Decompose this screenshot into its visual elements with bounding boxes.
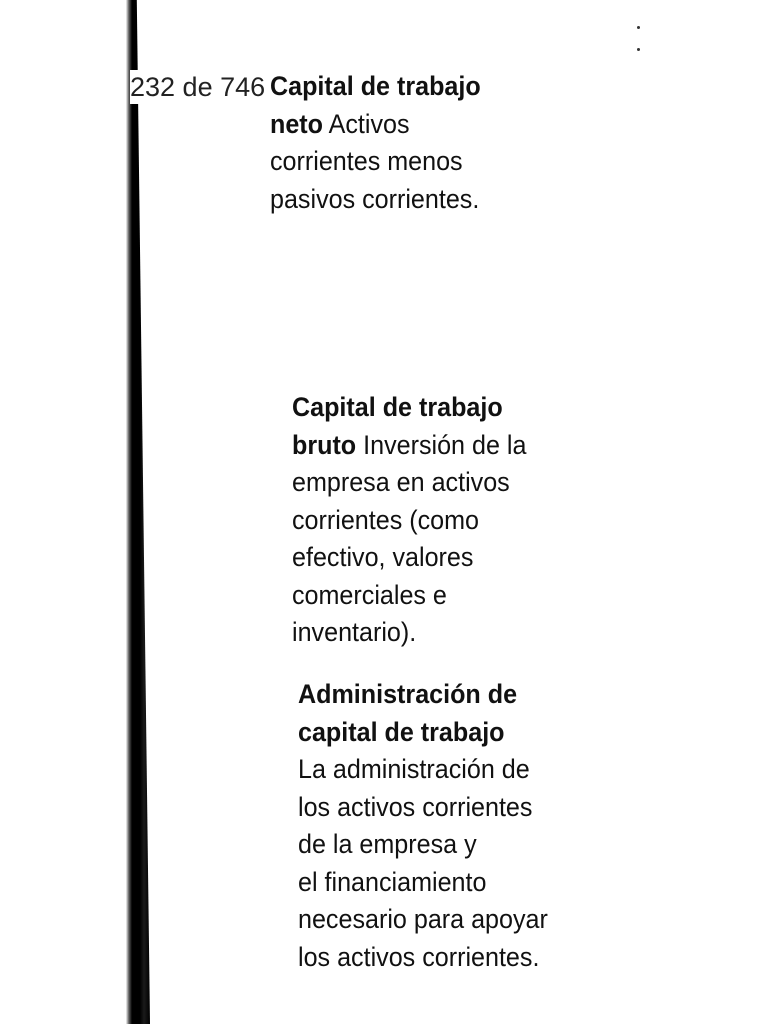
definition-text: efectivo, valores bbox=[292, 542, 474, 572]
entry-line bbox=[292, 502, 599, 540]
entry-line bbox=[292, 614, 599, 652]
definition-text: inventario). bbox=[292, 617, 417, 647]
definition-text: los activos corrientes. bbox=[298, 941, 540, 972]
entry-line bbox=[298, 826, 614, 864]
definition-text: corrientes (como bbox=[292, 504, 480, 535]
definition-text: empresa en activos bbox=[292, 467, 510, 497]
entry-line bbox=[298, 939, 614, 977]
definition-text: Inversión de la bbox=[356, 429, 527, 460]
entry-line bbox=[298, 714, 614, 752]
glossary-term: neto bbox=[270, 108, 324, 139]
entry-line bbox=[270, 181, 568, 219]
entry-line bbox=[298, 676, 614, 714]
definition-text: comerciales e bbox=[292, 579, 447, 610]
scan-speck bbox=[637, 26, 640, 29]
entry-line bbox=[298, 901, 614, 939]
definition-text: corrientes menos bbox=[270, 146, 463, 176]
definition-text: Activos bbox=[323, 108, 410, 139]
glossary-term: Capital de trabajo bbox=[270, 71, 481, 101]
glossary-entry-administracion-de-capital-de-trabajo bbox=[298, 676, 614, 976]
scan-speck bbox=[637, 48, 640, 51]
entry-line bbox=[270, 143, 568, 181]
definition-text: los activos corrientes bbox=[298, 791, 533, 822]
entry-line bbox=[298, 789, 614, 827]
page-counter: 232 de 746 bbox=[130, 72, 266, 102]
entry-line bbox=[292, 427, 599, 465]
entry-line bbox=[298, 864, 614, 902]
glossary-term: Capital de trabajo bbox=[292, 392, 503, 422]
definition-text: pasivos corrientes. bbox=[270, 183, 480, 214]
glossary-term: bruto bbox=[292, 429, 357, 460]
entry-line bbox=[298, 751, 614, 789]
page-binding-edge bbox=[126, 0, 150, 1024]
definition-text: de la empresa y bbox=[298, 829, 477, 859]
definition-text: La administración de bbox=[298, 754, 530, 784]
entry-line bbox=[270, 68, 568, 106]
entry-line bbox=[292, 464, 599, 502]
glossary-entry-capital-de-trabajo-bruto bbox=[292, 389, 599, 652]
entry-line bbox=[270, 106, 568, 144]
glossary-term: capital de trabajo bbox=[298, 716, 505, 747]
definition-text: el financiamiento bbox=[298, 866, 487, 897]
entry-line bbox=[292, 577, 599, 615]
glossary-entry-capital-de-trabajo-neto bbox=[270, 68, 568, 218]
glossary-term: Administración de bbox=[298, 679, 518, 709]
entry-line bbox=[292, 539, 599, 577]
definition-text: necesario para apoyar bbox=[298, 904, 548, 934]
entry-line bbox=[292, 389, 599, 427]
